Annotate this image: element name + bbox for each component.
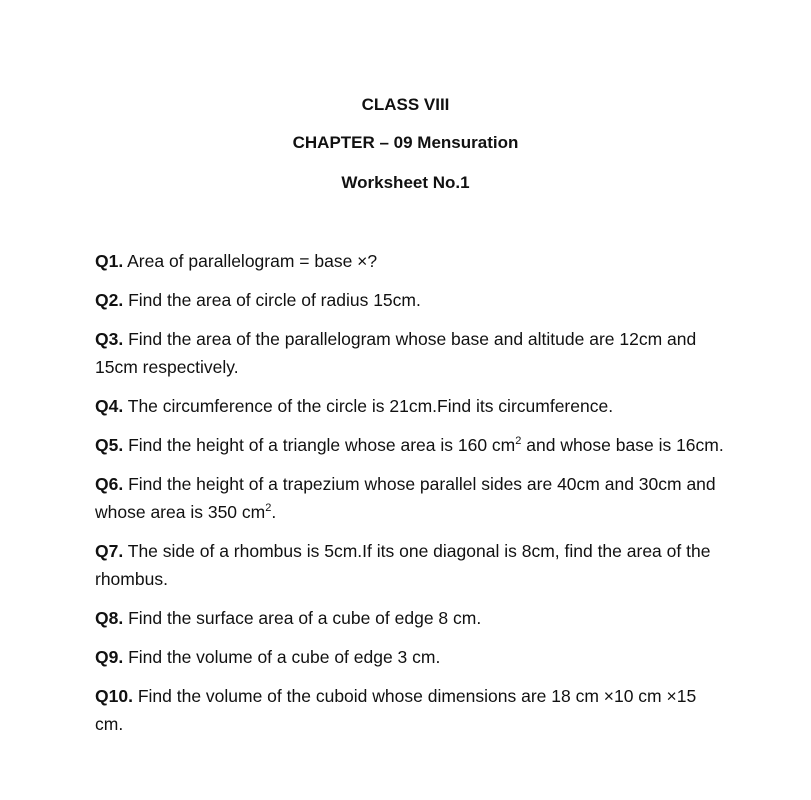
superscript: 2 <box>265 502 272 515</box>
question-1 <box>95 247 725 275</box>
question-number: Q1. <box>95 251 124 271</box>
question-text: Area of parallelogram = base ×? <box>123 251 378 271</box>
question-8 <box>95 604 725 632</box>
question-7 <box>95 537 725 593</box>
question-text: The circumference of the circle is 21cm.Find its circumference. <box>123 396 614 416</box>
question-3 <box>95 325 725 381</box>
question-text: Find the volume of the cuboid whose dimensions are 18 cm ×10 cm ×15 cm. <box>95 686 697 734</box>
question-number: Q2. <box>95 290 124 310</box>
question-text: Find the area of circle of radius 15cm. <box>123 290 421 310</box>
question-5 <box>95 431 725 459</box>
question-number: Q8. <box>95 608 124 628</box>
question-text-cont: and whose base is 16cm. <box>521 435 724 455</box>
question-text: Find the height of a triangle whose area is 160 cm <box>123 435 516 455</box>
chapter-heading: CHAPTER – 09 Mensuration <box>292 133 519 152</box>
class-heading: CLASS VIII <box>361 95 450 114</box>
question-text: The side of a rhombus is 5cm.If its one diagonal is 8cm, find the area of the rhombus. <box>95 541 711 589</box>
question-9 <box>95 643 725 671</box>
superscript: 2 <box>515 435 522 448</box>
question-text-cont: . <box>271 502 277 522</box>
question-number: Q7. <box>95 541 124 561</box>
question-2 <box>95 286 725 314</box>
question-number: Q5. <box>95 435 124 455</box>
question-6 <box>95 470 725 526</box>
question-10 <box>95 682 725 738</box>
question-text: Find the surface area of a cube of edge 8 cm. <box>123 608 482 628</box>
worksheet-heading: Worksheet No.1 <box>341 173 470 192</box>
question-4 <box>95 392 725 420</box>
question-number: Q3. <box>95 329 124 349</box>
question-number: Q6. <box>95 474 124 494</box>
question-number: Q10. <box>95 686 133 706</box>
question-number: Q9. <box>95 647 124 667</box>
question-text: Find the volume of a cube of edge 3 cm. <box>123 647 441 667</box>
question-text: Find the height of a trapezium whose parallel sides are 40cm and 30cm and whose area is 350 cm <box>95 474 716 522</box>
question-list <box>95 247 725 749</box>
question-number: Q4. <box>95 396 124 416</box>
question-text: Find the area of the parallelogram whose base and altitude are 12cm and 15cm respectively. <box>95 329 697 377</box>
